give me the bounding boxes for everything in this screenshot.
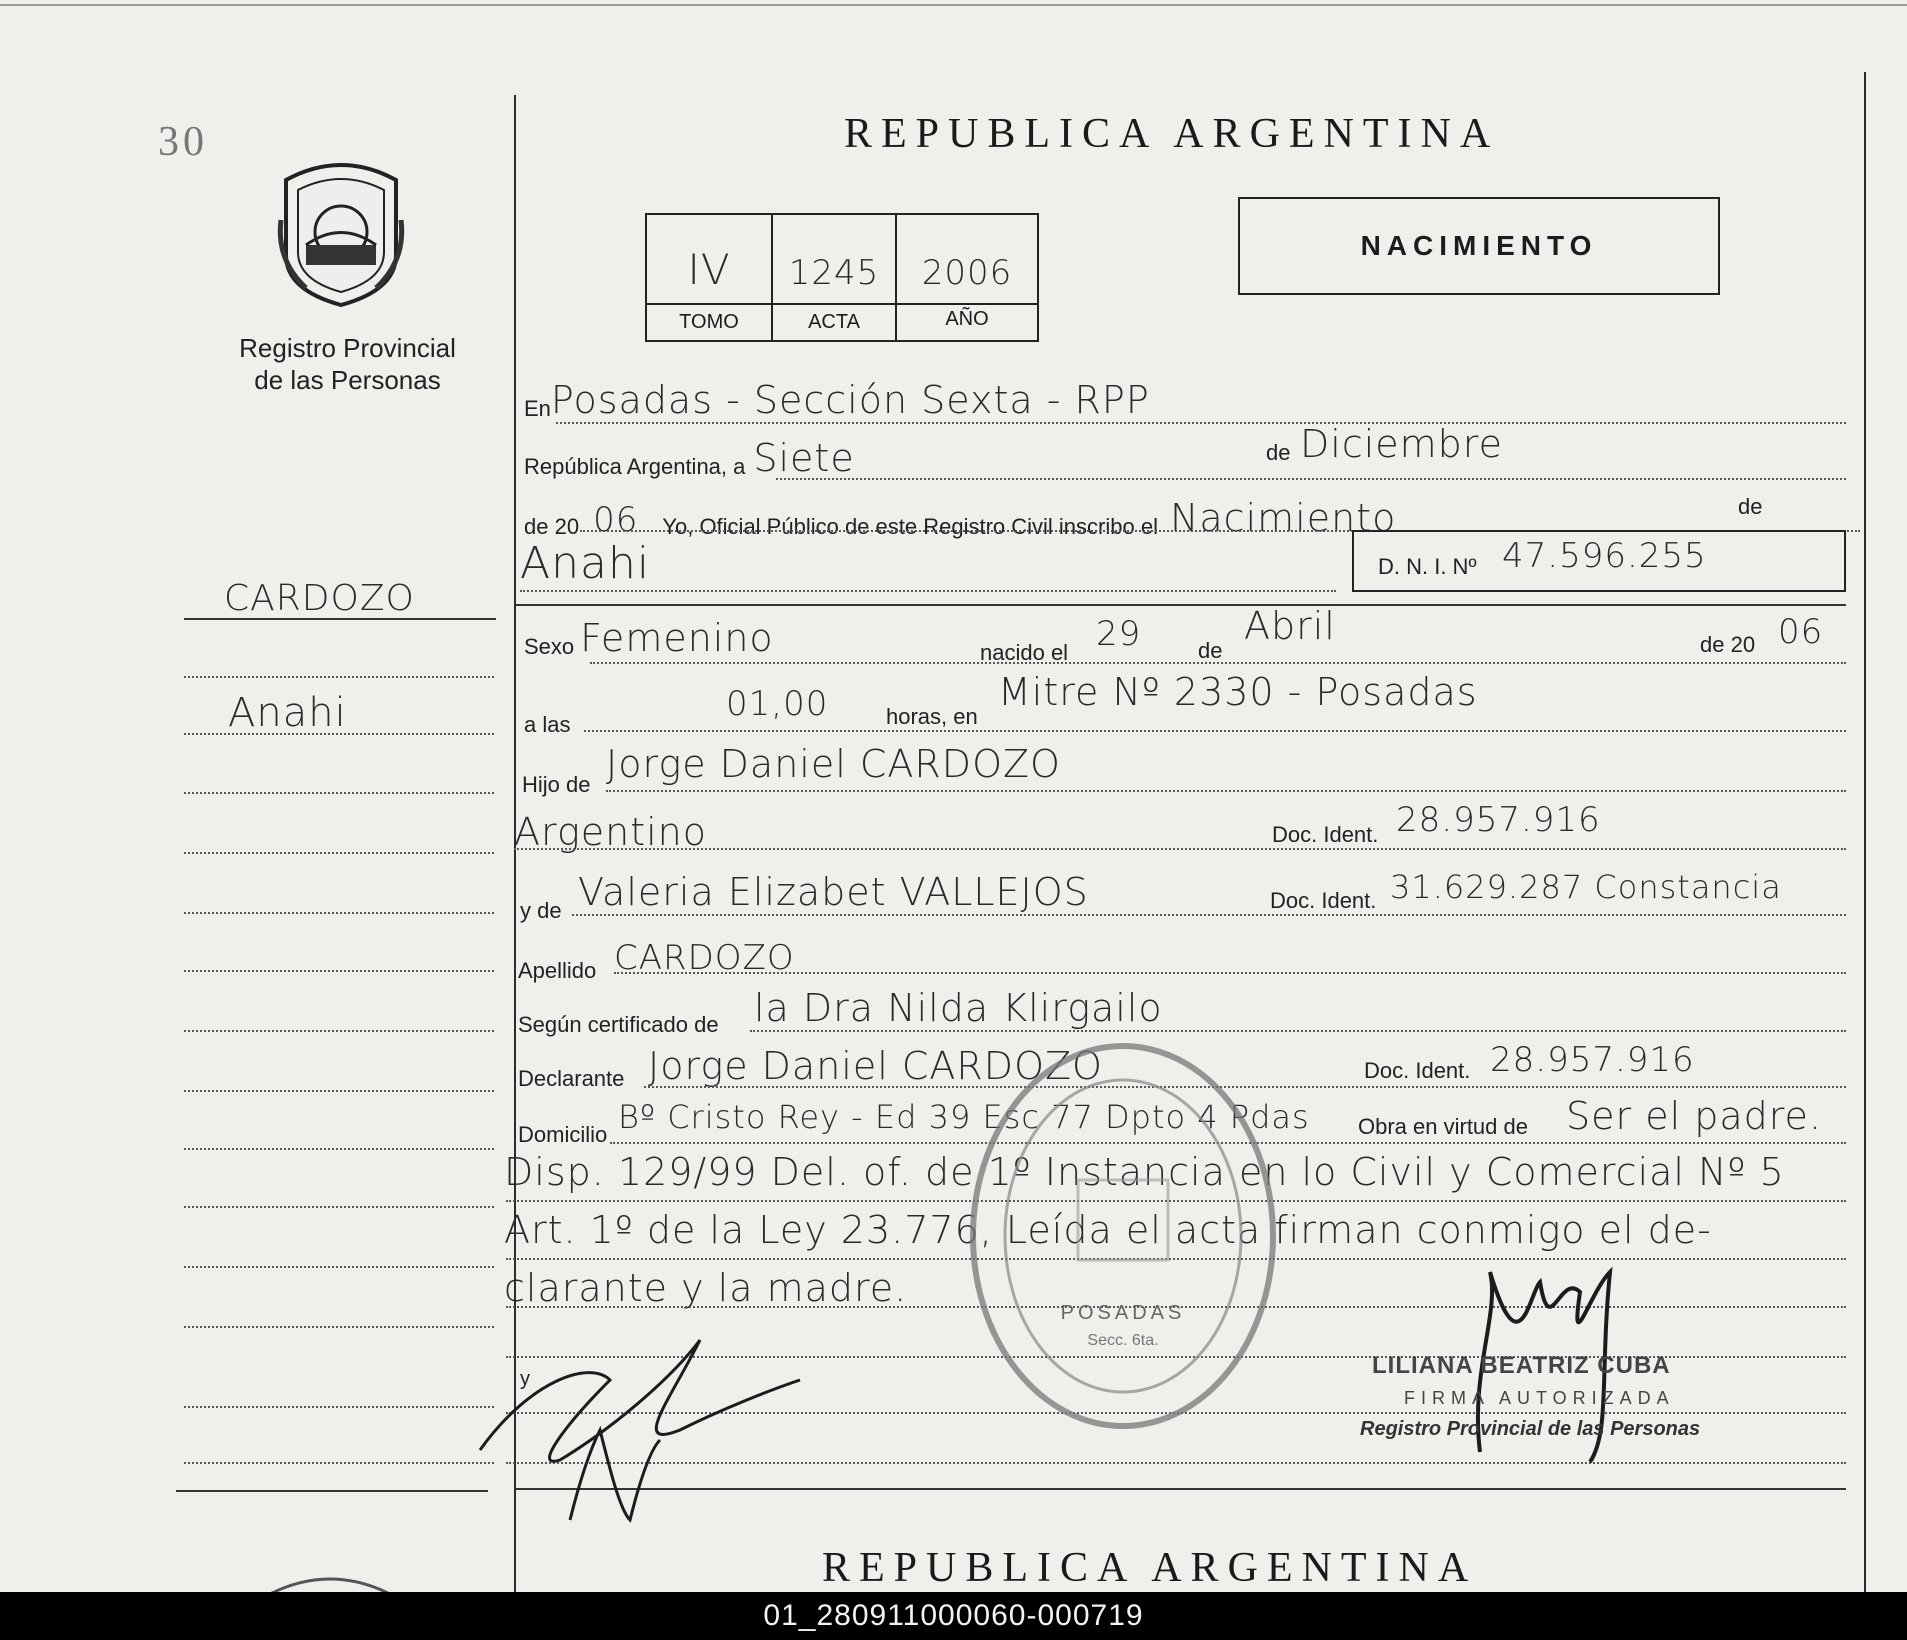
top-edge-line (0, 4, 1907, 6)
margin-line (184, 1462, 494, 1464)
republica-label: República Argentina, a (524, 454, 746, 479)
nacido-label: nacido el (980, 640, 1069, 665)
margin-line (184, 1030, 494, 1032)
sexo-label: Sexo (524, 634, 575, 659)
inscribe-value: Nacimiento (1169, 496, 1397, 540)
obra-value: Ser el padre. (1566, 1094, 1822, 1138)
doc-label: Doc. Ident. (1272, 822, 1379, 847)
sexo-value: Femenino (580, 616, 774, 660)
anio-label: AÑO (945, 308, 989, 330)
row-inscribe (524, 496, 1396, 540)
nacido-mes: Abril (1244, 604, 1336, 648)
official-stamp (968, 1040, 1278, 1432)
page-number: 30 (158, 119, 208, 165)
registry-line1: Registro Provincial (239, 333, 456, 363)
separator-1 (516, 604, 1846, 606)
mes-value: Diciembre (1300, 422, 1503, 466)
de20-label: de 20 (524, 514, 580, 539)
declarante-doc: 28.957.916 (1490, 1040, 1695, 1080)
right-border-line (1864, 72, 1866, 1592)
oficial-label: Yo, Oficial Público de este Registro Civil inscribo el (662, 514, 1158, 539)
nombre-value: Anahi (520, 538, 651, 589)
dni-value: 47.596.255 (1502, 536, 1707, 576)
file-id: 01_280911000060-000719 (763, 1599, 1144, 1632)
acta-value: 1245 (788, 253, 880, 293)
stamp-city: POSADAS (1060, 1302, 1186, 1324)
margin-line (184, 1406, 494, 1408)
line-apellido (614, 972, 1846, 974)
de-label-2: de (1738, 494, 1763, 519)
margin-line (184, 912, 494, 914)
obra-label: Obra en virtud de (1358, 1114, 1528, 1139)
line-fecha (776, 478, 1846, 480)
file-id-bar (0, 1592, 1907, 1640)
row-sexo (524, 616, 774, 660)
margin-surname: CARDOZO (224, 578, 415, 619)
dni-box (1352, 530, 1846, 592)
doc-label-2: Doc. Ident. (1270, 888, 1377, 913)
nota-line2: Art. 1º de la Ley 23.776, Leída el acta firman conmigo el de- (504, 1208, 1712, 1252)
yde-label: y de (520, 898, 562, 923)
en-label: En (524, 396, 551, 421)
act-type: NACIMIENTO (1360, 230, 1598, 261)
signer-org: Registro Provincial de las Personas (1360, 1418, 1701, 1440)
a-las-label: a las (524, 712, 571, 737)
hijo-label: Hijo de (522, 772, 591, 797)
row-fecha (524, 436, 855, 480)
madre-value: Valeria Elizabet VALLEJOS (578, 870, 1089, 914)
margin-name: Anahi (228, 690, 347, 736)
horas-label: horas, en (886, 704, 978, 729)
nota-line1: Disp. 129/99 Del. of. de 1º Instancia en lo Civil y Comercial Nº 5 (504, 1150, 1785, 1194)
apellido-value: CARDOZO (614, 938, 795, 978)
padre-doc: 28.957.916 (1396, 800, 1601, 840)
signer-role: FIRMA AUTORIZADA (1404, 1388, 1675, 1408)
nacido-anio: 06 (1778, 612, 1824, 652)
anio-inscripcion: 06 (593, 500, 639, 540)
acta-label: ACTA (808, 311, 860, 333)
provincial-seal-icon (276, 160, 406, 310)
line-hora (584, 730, 1846, 732)
de-label-3: de (1198, 638, 1223, 663)
signer-name: LILIANA BEATRIZ CUBA (1372, 1352, 1671, 1379)
stamp-section: Secc. 6ta. (1087, 1332, 1159, 1349)
page-title: REPUBLICA ARGENTINA (844, 111, 1500, 157)
domicilio-value: Bº Cristo Rey - Ed 39 Esc 77 Dpto 4 Pdas (618, 1098, 1310, 1136)
record-number-table (645, 213, 1039, 342)
margin-line (184, 1206, 494, 1208)
margin-line (184, 792, 494, 794)
line-en (556, 422, 1846, 424)
registry-line2: de las Personas (254, 365, 441, 395)
tomo-value: IV (687, 245, 731, 294)
segun-label: Según certificado de (518, 1012, 719, 1037)
next-page-heading: REPUBLICA ARGENTINA (822, 1545, 1478, 1591)
certificado-value: la Dra Nilda Klirgailo (754, 986, 1163, 1030)
nacido-dia: 29 (1096, 614, 1142, 654)
tomo-label: TOMO (679, 311, 739, 333)
doc-label-3: Doc. Ident. (1364, 1058, 1471, 1083)
line-hijo (606, 790, 1846, 792)
margin-line (184, 970, 494, 972)
line-madre (572, 914, 1846, 916)
apellido-label: Apellido (518, 958, 597, 983)
de-label: de (1266, 440, 1291, 465)
declarante-value: Jorge Daniel CARDOZO (648, 1044, 1103, 1088)
dni-label: D. N. I. Nº (1378, 554, 1477, 579)
act-type-box (1238, 197, 1720, 295)
madre-doc: 31.629.287 Constancia (1390, 868, 1782, 906)
en-value: Posadas - Sección Sexta - RPP (550, 378, 1150, 422)
registry-name (200, 332, 495, 396)
padre-value: Jorge Daniel CARDOZO (606, 742, 1061, 786)
nota-line3: clarante y la madre. (504, 1266, 908, 1310)
hora-value: 01,00 (726, 684, 829, 724)
margin-line (184, 1266, 494, 1268)
margin-line (184, 852, 494, 854)
line-padre-doc (514, 848, 1846, 850)
lugar-value: Mitre Nº 2330 - Posadas (998, 670, 1478, 714)
line-certificado (750, 1030, 1846, 1032)
margin-line (184, 676, 494, 678)
margin-line (184, 733, 494, 735)
line-sexo (590, 662, 1846, 664)
dia-value: Siete (753, 436, 855, 480)
anio-value: 2006 (921, 253, 1013, 293)
margin-bottom-line (176, 1490, 488, 1492)
margin-line (184, 1090, 494, 1092)
margin-surname-line (184, 618, 496, 620)
row-en (524, 378, 1150, 422)
de20-label-2: de 20 (1700, 632, 1756, 657)
margin-line (184, 1326, 494, 1328)
line-nombre (520, 590, 1336, 592)
padre-nacionalidad: Argentino (514, 810, 708, 854)
margin-line (184, 1148, 494, 1150)
domicilio-label: Domicilio (518, 1122, 608, 1147)
declarant-signature-icon (470, 1320, 810, 1535)
declarante-label: Declarante (518, 1066, 625, 1091)
y-label: y (520, 1368, 530, 1390)
